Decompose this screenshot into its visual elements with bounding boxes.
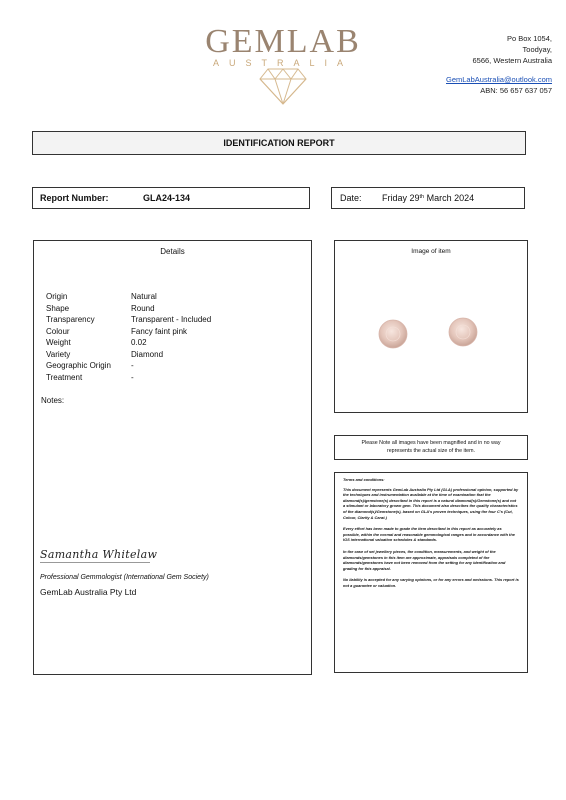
detail-key: Origin [46,292,68,301]
logo-wordmark: GEMLAB [205,23,361,60]
detail-value: Fancy faint pink [131,327,188,336]
date-box [331,187,525,209]
detail-key: Treatment [46,373,83,382]
date-label: Date: [340,193,362,203]
detail-value: 0.02 [131,338,147,347]
gemmologist-title: Professional Gemmologist (International Gem Society) [40,574,209,581]
signature-line [40,562,150,563]
detail-value: - [131,361,134,370]
detail-key: Shape [46,304,70,313]
detail-key: Colour [46,327,70,336]
address-line: 6566, Western Australia [472,56,552,65]
email-link[interactable]: GemLabAustralia@outlook.com [446,75,552,84]
diamond-photo [377,317,487,351]
terms-paragraph: No liability is accepted for any varying opinions, or for any errors and omissions. This report is not a guarantee or valuation. [343,577,519,588]
terms-paragraph: This document represents GemLab Australia Pty Ltd (GLA) professional opinion, supported by the techniques and instrumentation available at the time of examination that the diamond(s)/gemstone(s) described in this report is a natural diamond(s)/Gemstone(s) and not a stimulant or laboratory grown gem. This document also describes the quality characteristics of the diamond(s)/Gemstone(s), based on GLA's proven techniques, using the four C's (Cut, Colour, Clarity & Carat.) [343,486,519,520]
image-panel [334,240,528,413]
company-name: GemLab Australia Pty Ltd [40,587,137,597]
report-number-value: GLA24-134 [143,193,191,203]
date-day: Friday 29 [382,193,420,203]
detail-value: Round [131,304,155,313]
detail-value: Diamond [131,350,164,359]
address-block [446,33,552,96]
terms-panel [334,472,528,673]
image-disclaimer [334,435,528,460]
detail-key: Transparency [46,315,95,324]
detail-value: Transparent - Included [131,315,212,324]
signature: Samantha Whitelaw [40,548,158,561]
image-disclaimer-line: represents the actual size of the item. [386,448,476,454]
abn-text: ABN: 56 657 637 057 [480,86,552,95]
date-rest: March 2024 [424,193,475,203]
terms-paragraph: In the case of set jewellery pieces, the condition, measurements, and weight of the diamonds/gemstones in this item are approximate, appraisals completed of the diamonds/gemstones have not been removed from the setting for any identification and grading for this appraisal. [343,548,506,571]
image-disclaimer-line: Please Note all images have been magnified and in no way [361,440,501,446]
detail-value: - [131,373,134,382]
terms-title: Terms and conditions: [343,477,385,482]
report-number-label: Report Number: [40,193,109,203]
address-line: Toodyay, [522,45,552,54]
detail-key: Variety [46,350,71,359]
diamond-logo-icon [258,66,308,111]
detail-key: Geographic Origin [46,361,111,370]
logo-subtitle: AUSTRALIA [212,58,353,68]
terms-paragraph: Every effort has been made to grade the item described in this report as accurately as possible, within the normal and reasonable gemmological ranges and in accordance with the IGS international valuation schedules & standards. [343,526,515,543]
image-heading: Image of item [411,248,451,255]
report-number-box [32,187,310,209]
address-line: Po Box 1054, [506,34,552,43]
date-value [382,193,474,203]
report-title: IDENTIFICATION REPORT [32,131,526,155]
details-heading: Details [160,247,185,256]
date-suffix: th [419,194,425,200]
detail-value: Natural [131,292,157,301]
detail-key: Weight [46,338,71,347]
details-panel [33,240,312,675]
notes-label: Notes: [41,396,65,405]
